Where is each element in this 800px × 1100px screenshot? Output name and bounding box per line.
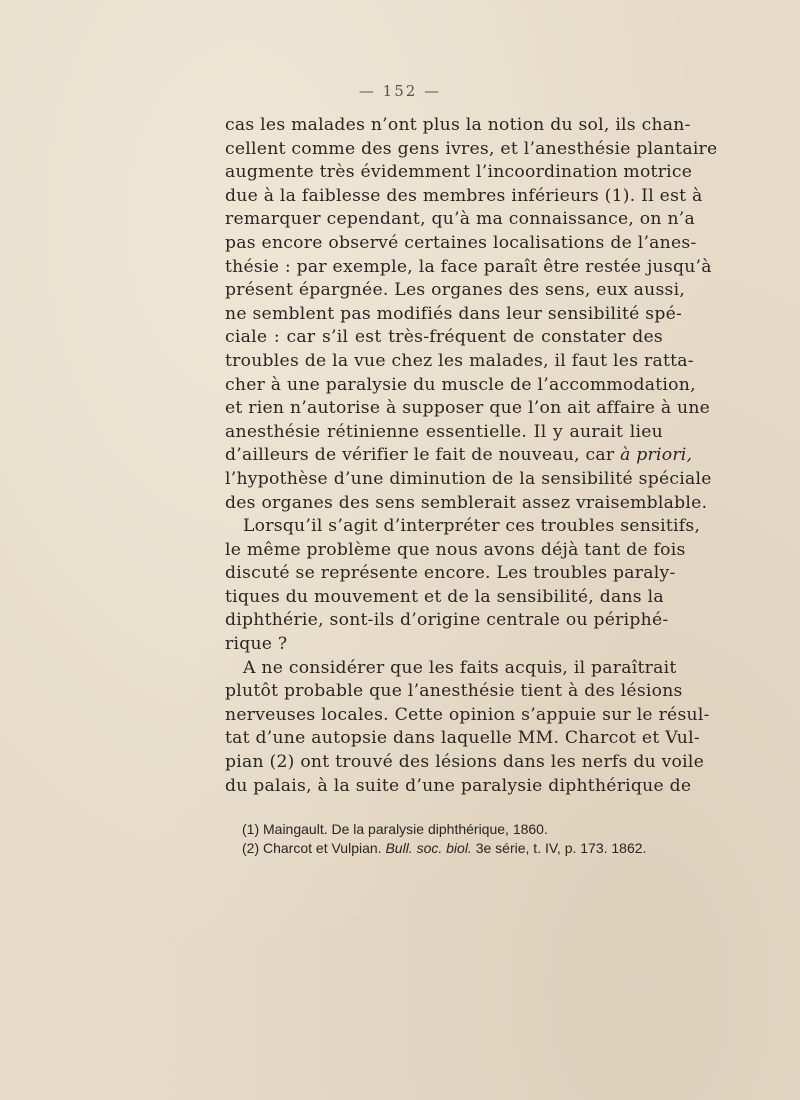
footnotes	[242, 820, 682, 858]
text-line: remarquer cependant, qu’à ma connaissance, on n’a	[225, 209, 695, 230]
text-line: pian (2) ont trouvé des lésions dans les nerfs du voile	[225, 752, 705, 773]
text-line: cellent comme des gens ivres, et l’anesthésie plantaire	[225, 138, 718, 159]
text-line: cas les malades n’ont plus la notion du sol, ils chan-	[225, 115, 691, 135]
paragraph-start-line: A ne considérer que les faits acquis, il paraîtrait	[243, 657, 677, 678]
text-fragment: d’ailleurs de vérifier le fait de nouveau, car	[225, 445, 615, 466]
footnote-text: 3e série, t. IV, p. 173. 1862.	[475, 840, 647, 856]
body-text	[225, 114, 718, 798]
footnote-journal: Bull. soc. biol.	[385, 840, 472, 856]
footnote-text: (2) Charcot et Vulpian.	[242, 840, 382, 856]
text-line: le même problème que nous avons déjà tant de fois	[225, 539, 686, 560]
italic-phrase: à priori,	[620, 445, 693, 466]
page-number: — 152 —	[358, 82, 442, 100]
text-line: nerveuses locales. Cette opinion s’appuie sur le résul-	[225, 704, 710, 725]
text-line: ne semblent pas modifiés dans leur sensibilité spé-	[225, 303, 683, 324]
text-line: due à la faiblesse des membres inférieurs (1). Il est à	[225, 185, 703, 206]
text-line: troubles de la vue chez les malades, il faut les ratta-	[225, 350, 694, 371]
text-line: plutôt probable que l’anesthésie tient à des lésions	[225, 681, 683, 702]
text-line: discuté se représente encore. Les troubles paraly-	[225, 563, 676, 584]
paragraph-start-line: Lorsqu’il s’agit d’interpréter ces troubles sensitifs,	[243, 516, 701, 537]
text-line: rique ?	[225, 634, 288, 655]
footnote-1: (1) Maingault. De la paralysie diphthérique, 1860.	[242, 821, 548, 837]
text-line: tiques du mouvement et de la sensibilité, dans la	[225, 586, 664, 607]
text-line: cher à une paralysie du muscle de l’accommodation,	[225, 374, 696, 395]
text-line: thésie : par exemple, la face paraît être restée jusqu’à	[225, 256, 712, 277]
footnote-2	[242, 839, 682, 858]
text-line: l’hypothèse d’une diminution de la sensibilité spéciale	[225, 468, 712, 489]
text-line: des organes des sens semblerait assez vraisemblable.	[225, 492, 708, 513]
text-line-with-italic	[225, 444, 693, 468]
text-line: augmente très évidemment l’incoordination motrice	[225, 162, 693, 183]
text-line: présent épargnée. Les organes des sens, eux aussi,	[225, 280, 686, 301]
text-line: du palais, à la suite d’une paralysie diphthérique de	[225, 775, 692, 796]
text-line: ciale : car s’il est très-fréquent de constater des	[225, 327, 663, 348]
text-line: anesthésie rétinienne essentielle. Il y aurait lieu	[225, 421, 663, 442]
text-line: et rien n’autorise à supposer que l’on ait affaire à une	[225, 398, 711, 419]
text-line: tat d’une autopsie dans laquelle MM. Charcot et Vul-	[225, 728, 700, 749]
text-line: diphthérie, sont-ils d’origine centrale ou périphé-	[225, 610, 669, 631]
text-line: pas encore observé certaines localisations de l’anes-	[225, 232, 697, 253]
